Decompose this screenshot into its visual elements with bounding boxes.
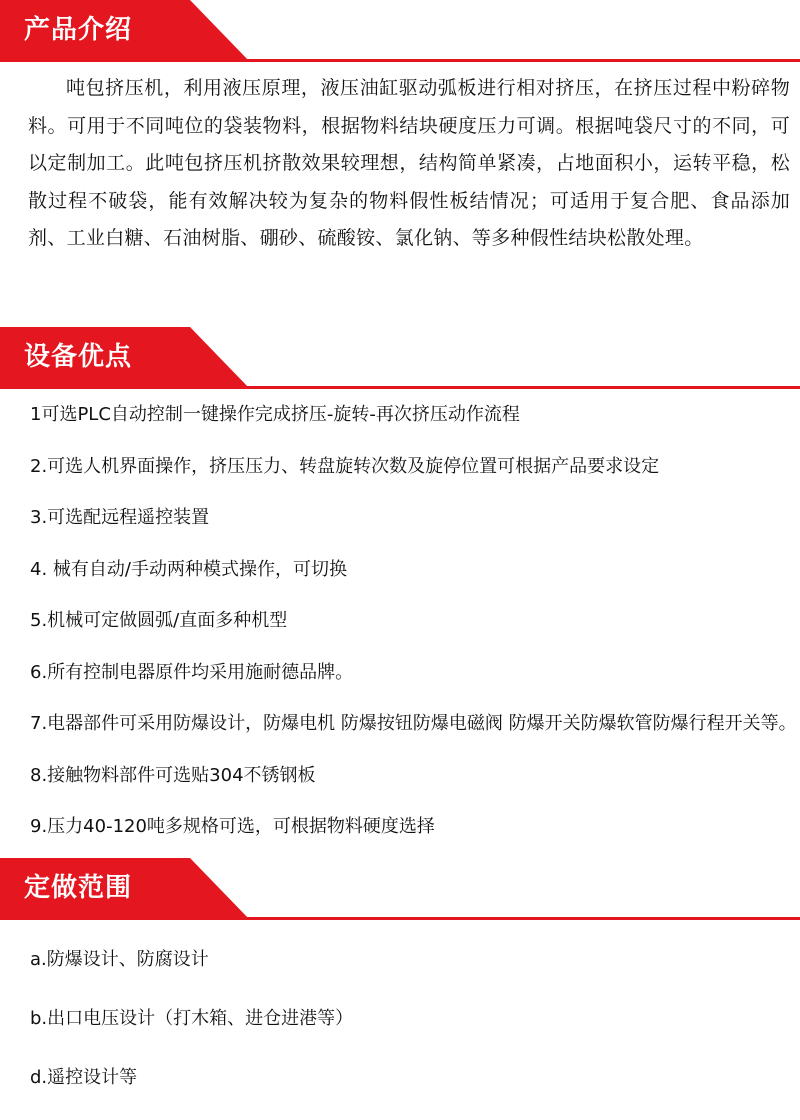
section-title-advantages: 设备优点 xyxy=(24,342,133,372)
list-item: 1可选PLC自动控制一键操作完成挤压-旋转-再次挤压动作流程 xyxy=(30,404,520,425)
list-item: 4. 械有自动/手动两种模式操作，可切换 xyxy=(30,558,347,580)
section-header-advantages xyxy=(0,327,800,389)
list-item: d.遥控设计等 xyxy=(30,1067,138,1088)
section-header-intro xyxy=(0,0,800,62)
list-item: 3.可选配远程遥控装置 xyxy=(30,507,210,528)
list-item: 7.电器部件可采用防爆设计，防爆电机 防爆按钮防爆电磁阀 防爆开关防爆软管防爆行程开关等。 xyxy=(30,713,797,734)
list-item: 2.可选人机界面操作，挤压压力、转盘旋转次数及旋停位置可根据产品要求设定 xyxy=(30,455,660,477)
list-item: a.防爆设计、防腐设计 xyxy=(30,949,209,970)
list-item: 9.压力40-120吨多规格可选，可根据物料硬度选择 xyxy=(30,816,435,837)
section-header-customization xyxy=(0,858,800,920)
list-item: 6.所有控制电器原件均采用施耐德品牌。 xyxy=(30,661,354,683)
customization-list xyxy=(30,943,790,1120)
section-title-customization: 定做范围 xyxy=(24,873,133,903)
intro-paragraph: 吨包挤压机，利用液压原理，液压油缸驱动弧板进行相对挤压，在挤压过程中粉碎物料。可用于不同吨位的袋装物料，根据物料结块硬度压力可调。根据吨袋尺寸的不同，可以定制加工。此吨包挤压机挤散效果较理想，结构简单紧凑，占地面积小，运转平稳，松散过程不破袋，能有效解决较为复杂的物料假性板结情况；可适用于复合肥、食品添加剂、工业白糖、石油树脂、硼砂、硫酸铵、氯化钠、等多种假性结块松散处理。 xyxy=(28,77,790,249)
list-item: b.出口电压设计（打木箱、进仓进港等） xyxy=(30,1008,354,1029)
advantages-list xyxy=(30,398,797,862)
section-title-intro: 产品介绍 xyxy=(24,15,133,45)
list-item: 8.接触物料部件可选贴304不锈钢板 xyxy=(30,764,316,786)
list-item: 5.机械可定做圆弧/直面多种机型 xyxy=(30,610,288,631)
